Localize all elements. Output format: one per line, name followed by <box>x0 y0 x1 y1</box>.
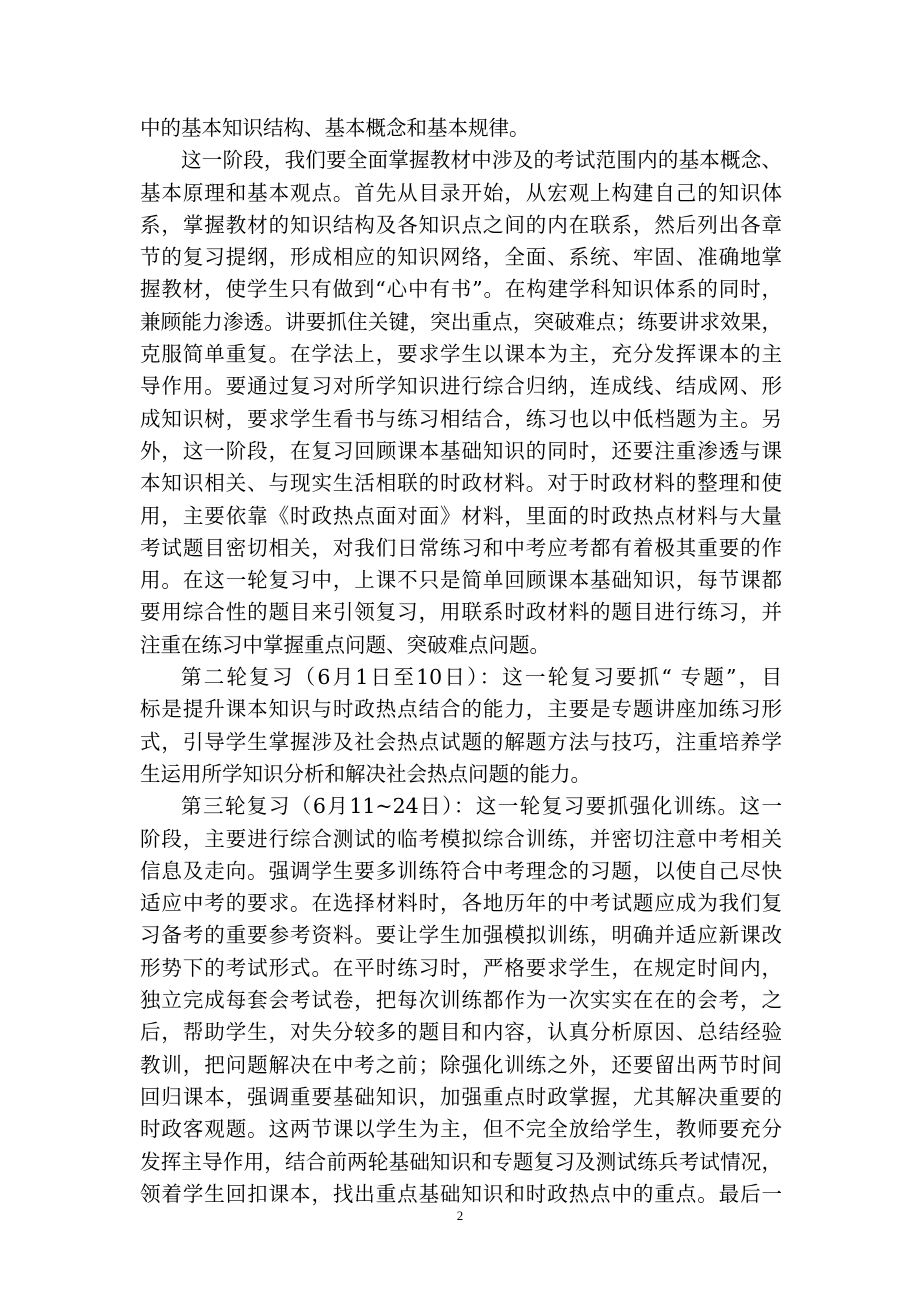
text-line: 考试题目密切相关，对我们日常练习和中考应考都有着极其重要的作 <box>140 535 782 560</box>
text-line: 这一阶段，我们要全面掌握教材中涉及的考试范围内的基本概念、 <box>181 148 782 173</box>
page-number: 2 <box>456 1208 464 1223</box>
paragraph-1 <box>140 112 782 144</box>
paragraph-3 <box>140 661 782 790</box>
text-line: 习备考的重要参考资料。要让学生加强模拟训练，明确并适应新课改 <box>140 923 782 948</box>
text-line: 适应中考的要求。在选择材料时，各地历年的中考试题应成为我们复 <box>140 891 782 916</box>
text-line: 注重在练习中掌握重点问题、突破难点问题。 <box>140 632 550 657</box>
text-line: 教训，把问题解决在中考之前；除强化训练之外，还要留出两节时间 <box>140 1052 782 1077</box>
text-line: 用。在这一轮复习中，上课不只是简单回顾课本基础知识，每节课都 <box>140 568 782 593</box>
text-line: 信息及走向。强调学生要多训练符合中考理念的习题，以使自己尽快 <box>140 858 782 883</box>
text-line: 克服简单重复。在学法上，要求学生以课本为主，充分发挥课本的主 <box>140 342 782 367</box>
text-line: 时政客观题。这两节课以学生为主，但不完全放给学生，教师要充分 <box>140 1117 782 1142</box>
text-line: 领着学生回扣课本，找出重点基础知识和时政热点中的重点。最后一 <box>140 1181 782 1206</box>
text-line: 第二轮复习（6月1日至10日）：这一轮复习要抓“ 专题”，目 <box>181 665 782 690</box>
text-line: 兼顾能力渗透。讲要抓住关键，突出重点，突破难点；练要讲求效果， <box>140 309 782 334</box>
text-line: 用，主要依靠《时政热点面对面》材料，里面的时政热点材料与大量 <box>140 503 782 528</box>
text-line: 形势下的考试形式。在平时练习时，严格要求学生，在规定时间内， <box>140 955 782 980</box>
text-line: 要用综合性的题目来引领复习，用联系时政材料的题目进行练习，并 <box>140 600 782 625</box>
text-line: 第三轮复习（6月11~24日）：这一轮复习要抓强化训练。这一 <box>181 794 782 819</box>
text-line: 生运用所学知识分析和解决社会热点问题的能力。 <box>140 761 591 786</box>
text-line: 握教材，使学生只有做到“心中有书”。在构建学科知识体系的同时， <box>140 277 782 302</box>
paragraph-2 <box>140 144 782 661</box>
text-line: 式，引导学生掌握涉及社会热点试题的解题方法与技巧，注重培养学 <box>140 729 782 754</box>
text-line: 成知识树，要求学生看书与练习相结合，练习也以中低档题为主。另 <box>140 406 782 431</box>
text-line: 系，掌握教材的知识结构及各知识点之间的内在联系，然后列出各章 <box>140 212 782 237</box>
text-line: 中的基本知识结构、基本概念和基本规律。 <box>140 116 530 140</box>
text-line: 本知识相关、与现实生活相联的时政材料。对于时政材料的整理和使 <box>140 471 782 496</box>
text-line: 基本原理和基本观点。首先从目录开始，从宏观上构建自己的知识体 <box>140 180 782 205</box>
text-line: 阶段，主要进行综合测试的临考模拟综合训练，并密切注意中考相关 <box>140 826 782 851</box>
text-line: 节的复习提纲，形成相应的知识网络，全面、系统、牢固、准确地掌 <box>140 245 782 270</box>
text-line: 导作用。要通过复习对所学知识进行综合归纳，连成线、结成网、形 <box>140 374 782 399</box>
text-line: 发挥主导作用，结合前两轮基础知识和专题复习及测试练兵考试情况， <box>140 1149 782 1174</box>
text-line: 独立完成每套会考试卷，把每次训练都作为一次实实在在的会考，之 <box>140 988 782 1013</box>
text-line: 后，帮助学生，对失分较多的题目和内容，认真分析原因、总结经验 <box>140 1020 782 1045</box>
text-line: 标是提升课本知识与时政热点结合的能力，主要是专题讲座加练习形 <box>140 697 782 722</box>
text-line: 回归课本，强调重要基础知识，加强重点时政掌握，尤其解决重要的 <box>140 1084 782 1109</box>
text-line: 外，这一阶段，在复习回顾课本基础知识的同时，还要注重渗透与课 <box>140 438 782 463</box>
paragraph-4 <box>140 790 782 1210</box>
document-body <box>140 112 782 1210</box>
